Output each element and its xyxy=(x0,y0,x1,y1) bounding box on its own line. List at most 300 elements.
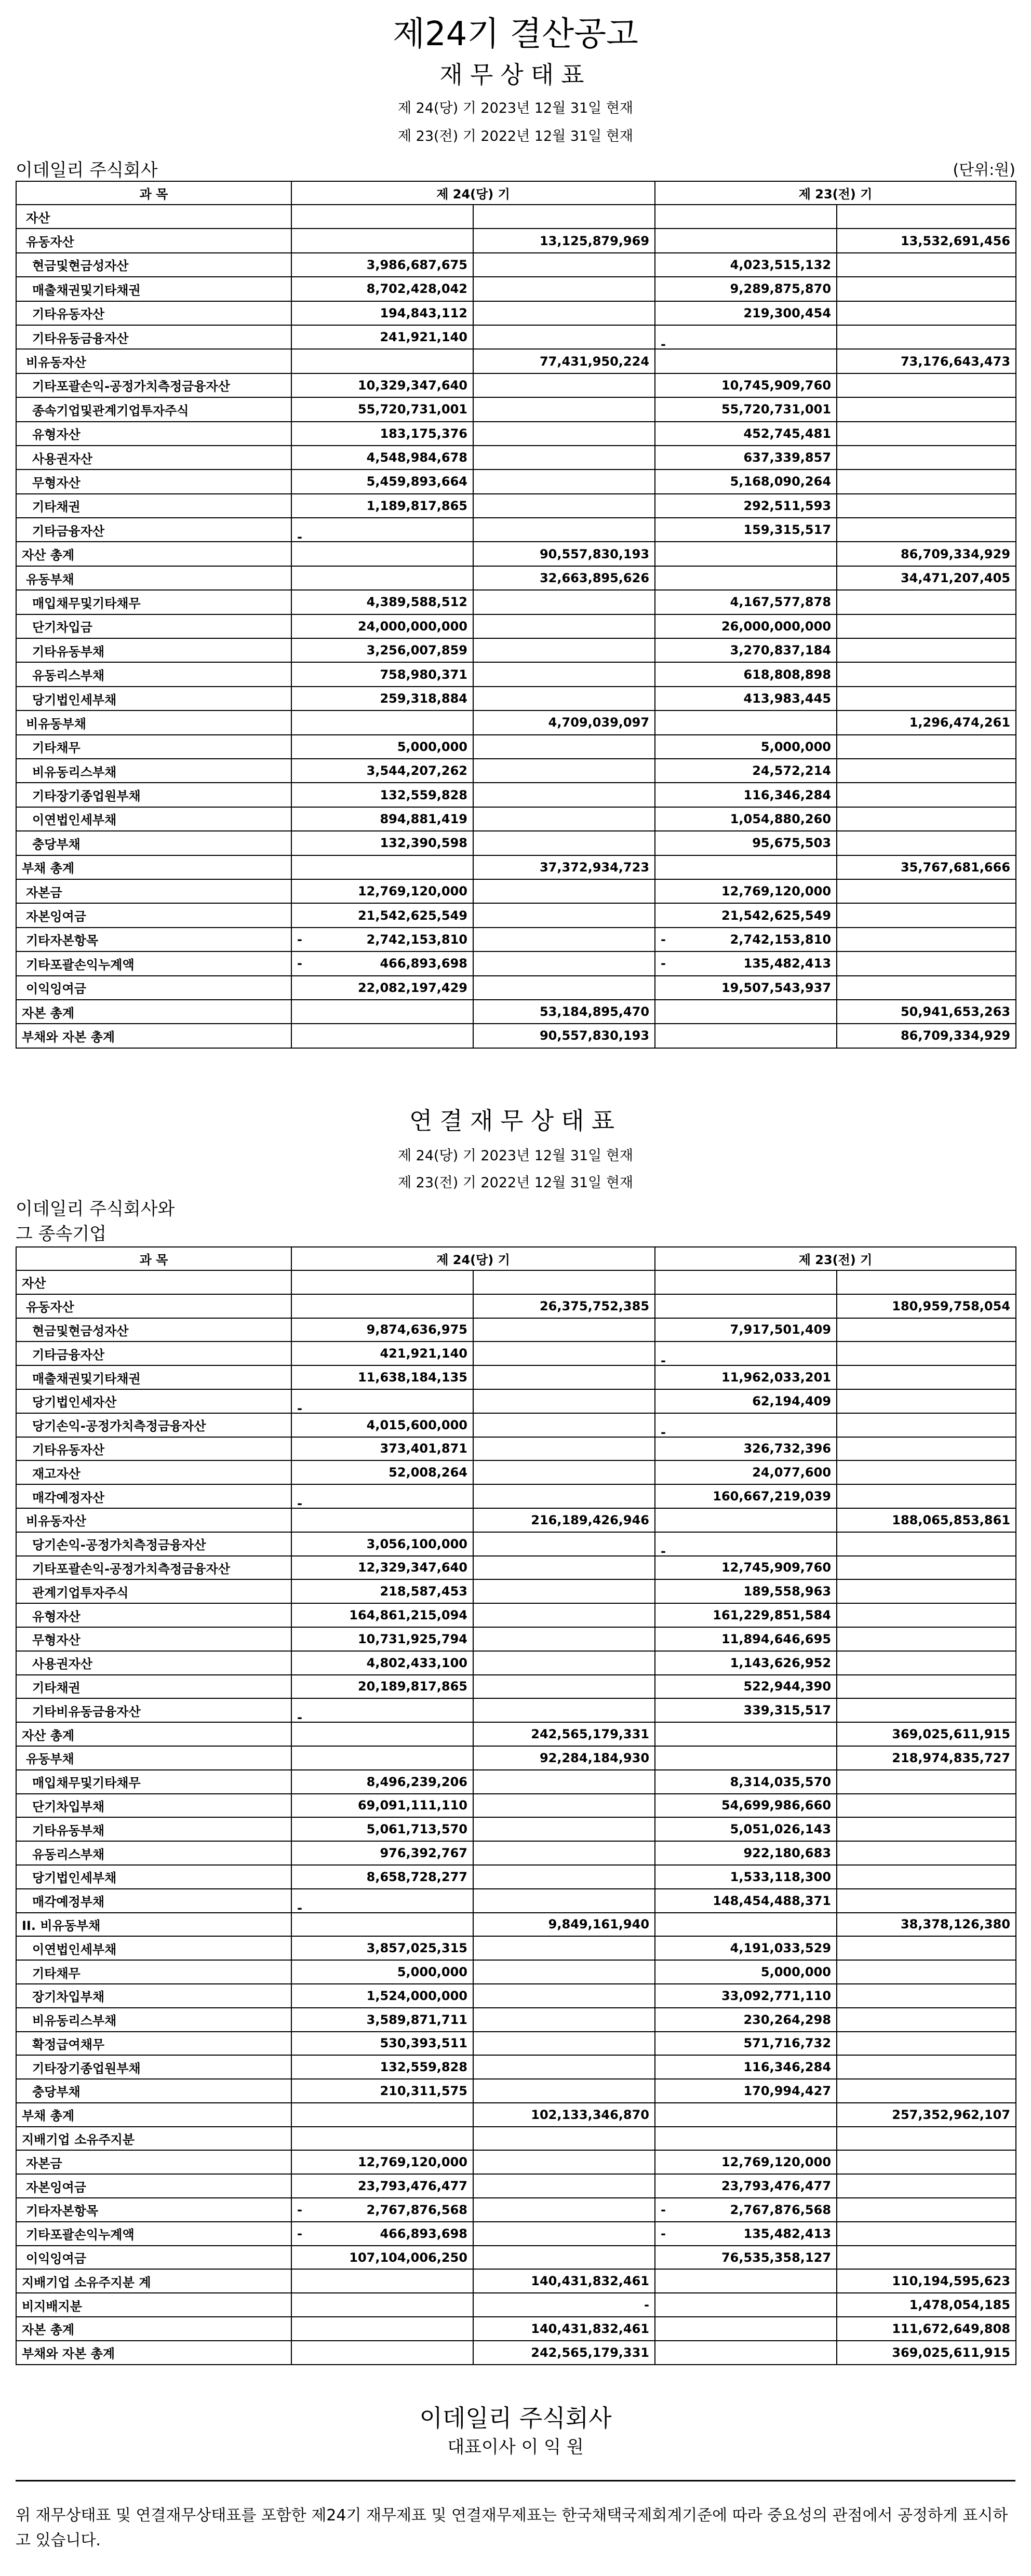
account-name-text: 자본잉여금 xyxy=(26,909,86,924)
prior-detail-amount xyxy=(655,879,837,903)
current-detail-amount xyxy=(291,2317,473,2341)
prior-detail-amount xyxy=(655,590,837,614)
account-name xyxy=(16,2174,291,2198)
current-total-amount xyxy=(473,1770,655,1794)
prior-detail-amount xyxy=(655,1024,837,1048)
table-row xyxy=(16,1000,1016,1024)
prior-total-amount xyxy=(837,397,1016,421)
prior-total-amount xyxy=(837,807,1016,831)
current-detail-amount-text: 5,061,713,570 xyxy=(366,1822,467,1837)
current-detail-amount-text: 22,082,197,429 xyxy=(357,980,467,995)
account-name xyxy=(16,2008,291,2032)
table-row xyxy=(16,1675,1016,1699)
prior-detail-amount-text: 7,917,501,409 xyxy=(730,1322,832,1337)
negative-sign: - xyxy=(297,2202,302,2217)
prior-total-amount xyxy=(837,1913,1016,1937)
prior-total-amount-text: 86,709,334,929 xyxy=(900,1028,1011,1043)
current-detail-amount xyxy=(291,1889,473,1913)
prior-detail-amount xyxy=(655,1698,837,1722)
prior-detail-amount xyxy=(655,1960,837,1984)
current-total-amount xyxy=(473,2317,655,2341)
prior-total-amount xyxy=(837,735,1016,759)
current-total-amount xyxy=(473,614,655,638)
current-detail-amount-text: 210,311,575 xyxy=(380,2083,467,2098)
account-name-text: 이익잉여금 xyxy=(26,2251,86,2266)
current-detail-amount xyxy=(291,638,473,662)
table-row xyxy=(16,422,1016,446)
account-name xyxy=(16,2222,291,2246)
prior-total-amount xyxy=(837,1413,1016,1437)
table-row xyxy=(16,2317,1016,2341)
current-total-amount xyxy=(473,831,655,855)
prior-detail-amount xyxy=(655,1865,837,1889)
table-row xyxy=(16,2103,1016,2127)
account-name xyxy=(16,1000,291,1024)
table-row xyxy=(16,2008,1016,2032)
prior-detail-amount-text: 23,793,476,477 xyxy=(721,2179,832,2194)
cbs-period-prior: 제 23(전) 기 2022년 12월 31일 현재 xyxy=(397,1175,633,1191)
current-detail-amount-text: 10,329,347,640 xyxy=(357,378,467,393)
prior-total-amount xyxy=(837,325,1016,349)
current-detail-amount-text: 52,008,264 xyxy=(389,1465,467,1480)
account-name xyxy=(16,446,291,469)
current-total-amount xyxy=(473,2174,655,2198)
current-detail-amount-text: 132,390,598 xyxy=(380,836,467,851)
prior-detail-amount-text: 10,745,909,760 xyxy=(721,378,832,393)
prior-detail-amount-text: 76,535,358,127 xyxy=(721,2250,832,2265)
table-row xyxy=(16,2269,1016,2293)
current-total-amount xyxy=(473,1389,655,1413)
account-name xyxy=(16,1984,291,2008)
prior-detail-amount-text: 1,533,118,300 xyxy=(730,1869,832,1884)
prior-total-amount xyxy=(837,1000,1016,1024)
prior-total-amount xyxy=(837,2222,1016,2246)
prior-total-amount xyxy=(837,1484,1016,1508)
current-detail-amount-text: 5,459,893,664 xyxy=(366,474,467,489)
prior-total-amount-text: 180,959,758,054 xyxy=(892,1298,1011,1313)
account-name xyxy=(16,1627,291,1651)
prior-total-amount xyxy=(837,638,1016,662)
account-name xyxy=(16,1389,291,1413)
prior-detail-amount-text: 95,675,503 xyxy=(752,836,832,851)
current-total-amount xyxy=(473,976,655,1000)
current-detail-amount-text: 8,658,728,277 xyxy=(366,1869,467,1884)
prior-detail-amount-text: 189,558,963 xyxy=(743,1584,832,1599)
current-total-amount xyxy=(473,735,655,759)
current-total-amount xyxy=(473,2198,655,2222)
account-name-text: 유동부채 xyxy=(26,572,74,587)
prior-total-amount xyxy=(837,349,1016,373)
current-total-amount-text: 9,849,161,940 xyxy=(548,1917,650,1932)
current-detail-amount-text: 373,401,871 xyxy=(380,1441,467,1456)
current-detail-amount xyxy=(291,1770,473,1794)
account-name-text: 자산 xyxy=(26,210,50,225)
prior-total-amount xyxy=(837,2341,1016,2365)
prior-detail-amount xyxy=(655,2174,837,2198)
prior-detail-amount xyxy=(655,1675,837,1699)
account-name-text: 기타장기종업원부채 xyxy=(32,789,141,804)
current-detail-amount xyxy=(291,2341,473,2365)
account-name xyxy=(16,494,291,518)
account-name xyxy=(16,2079,291,2103)
prior-total-amount xyxy=(837,1960,1016,1984)
account-name xyxy=(16,1651,291,1675)
account-name-text: 이익잉여금 xyxy=(26,982,86,997)
table-row xyxy=(16,1913,1016,1937)
prior-total-amount xyxy=(837,205,1016,229)
prior-total-amount xyxy=(837,2269,1016,2293)
account-name xyxy=(16,253,291,277)
prior-detail-amount xyxy=(655,2079,837,2103)
table-row xyxy=(16,831,1016,855)
current-total-amount xyxy=(473,229,655,252)
prior-total-amount xyxy=(837,1889,1016,1913)
prior-detail-amount xyxy=(655,518,837,542)
prior-total-amount xyxy=(837,469,1016,493)
prior-detail-amount xyxy=(655,1936,837,1960)
negative-sign: - xyxy=(297,1496,302,1508)
prior-detail-amount-text: 33,092,771,110 xyxy=(721,1988,832,2003)
prior-detail-amount-text: 5,051,026,143 xyxy=(730,1822,832,1837)
current-detail-amount xyxy=(291,1675,473,1699)
bs-period-prior: 제 23(전) 기 2022년 12월 31일 현재 xyxy=(397,128,633,144)
current-total-amount xyxy=(473,1746,655,1770)
prior-detail-amount xyxy=(655,1508,837,1532)
prior-total-amount xyxy=(837,2008,1016,2032)
current-detail-amount xyxy=(291,1603,473,1627)
prior-total-amount xyxy=(837,614,1016,638)
account-name-text: 자본금 xyxy=(26,2156,62,2171)
prior-total-amount-text: 34,471,207,405 xyxy=(900,571,1011,586)
prior-detail-amount-text: 3,270,837,184 xyxy=(730,643,832,658)
current-total-amount-text: 26,375,752,385 xyxy=(539,1298,650,1313)
prior-detail-amount xyxy=(655,1889,837,1913)
current-total-amount xyxy=(473,2341,655,2365)
current-detail-amount xyxy=(291,903,473,927)
current-total-amount xyxy=(473,590,655,614)
current-total-amount xyxy=(473,1722,655,1746)
table-row xyxy=(16,1889,1016,1913)
prior-detail-amount xyxy=(655,855,837,879)
prior-detail-amount xyxy=(655,542,837,566)
table-row xyxy=(16,1508,1016,1532)
current-total-amount xyxy=(473,1865,655,1889)
prior-detail-amount xyxy=(655,1627,837,1651)
prior-detail-amount xyxy=(655,2222,837,2246)
prior-detail-amount xyxy=(655,903,837,927)
table-row xyxy=(16,1024,1016,1048)
account-name-text: 매입채무및기타채무 xyxy=(32,596,141,611)
current-total-amount xyxy=(473,807,655,831)
prior-total-amount xyxy=(837,710,1016,734)
prior-detail-amount-text: 5,168,090,264 xyxy=(730,474,832,489)
prior-total-amount xyxy=(837,2127,1016,2151)
current-detail-amount xyxy=(291,494,473,518)
account-name xyxy=(16,807,291,831)
negative-sign: - xyxy=(297,2226,302,2241)
account-name-text: 기타장기종업원부채 xyxy=(32,2061,141,2076)
account-name xyxy=(16,903,291,927)
account-name xyxy=(16,1270,291,1294)
account-name xyxy=(16,1413,291,1437)
prior-detail-amount xyxy=(655,2127,837,2151)
account-name-text: 기타채무 xyxy=(32,741,81,756)
current-detail-amount xyxy=(291,2150,473,2174)
table-row xyxy=(16,1627,1016,1651)
table-row xyxy=(16,229,1016,252)
current-detail-amount xyxy=(291,1722,473,1746)
cbs-subtitle: 연결재무상태표 xyxy=(409,1107,622,1135)
current-detail-amount-text: 11,638,184,135 xyxy=(357,1370,467,1385)
prior-total-amount xyxy=(837,422,1016,446)
prior-detail-amount xyxy=(655,325,837,349)
account-name xyxy=(16,1460,291,1484)
table-row xyxy=(16,1318,1016,1342)
current-detail-amount xyxy=(291,614,473,638)
account-name-text: 당기법인세자산 xyxy=(32,1395,117,1410)
current-detail-amount xyxy=(291,855,473,879)
account-name xyxy=(16,951,291,975)
account-name xyxy=(16,566,291,590)
prior-detail-amount xyxy=(655,1318,837,1342)
current-detail-amount xyxy=(291,2174,473,2198)
table-row xyxy=(16,710,1016,734)
account-name xyxy=(16,2341,291,2365)
current-total-amount xyxy=(473,1437,655,1461)
prior-total-amount xyxy=(837,1770,1016,1794)
prior-total-amount-text: 218,974,835,727 xyxy=(892,1750,1011,1765)
table-row xyxy=(16,855,1016,879)
current-detail-amount xyxy=(291,1000,473,1024)
account-name xyxy=(16,2127,291,2151)
table-row xyxy=(16,1556,1016,1580)
account-name-text: II. 비유동부채 xyxy=(22,1918,101,1933)
prior-total-amount xyxy=(837,1460,1016,1484)
account-name-text: 부채 총계 xyxy=(22,2109,75,2124)
current-detail-amount-text: 3,589,871,711 xyxy=(366,2012,467,2027)
prior-detail-amount xyxy=(655,2150,837,2174)
negative-sign: - xyxy=(297,932,302,947)
account-name xyxy=(16,1698,291,1722)
current-detail-amount-text: 259,318,884 xyxy=(380,691,467,706)
account-name-text: 유형자산 xyxy=(32,427,81,442)
current-detail-amount xyxy=(291,373,473,397)
current-total-amount xyxy=(473,253,655,277)
prior-detail-amount-text: 326,732,396 xyxy=(743,1441,832,1456)
bs-company: 이데일리 주식회사 xyxy=(16,160,158,181)
account-name-text: 기타금융자산 xyxy=(32,524,105,539)
current-total-amount xyxy=(473,1318,655,1342)
prior-total-amount-text: 38,378,126,380 xyxy=(900,1917,1011,1932)
current-detail-amount-text: 4,015,600,000 xyxy=(366,1417,467,1432)
account-name-text: 자본 총계 xyxy=(22,1005,75,1021)
current-total-amount xyxy=(473,1627,655,1651)
prior-total-amount xyxy=(837,373,1016,397)
prior-detail-amount xyxy=(655,2293,837,2317)
current-detail-amount xyxy=(291,1532,473,1556)
table-row xyxy=(16,566,1016,590)
account-name-text: 이연법인세부채 xyxy=(32,1942,117,1957)
current-total-amount xyxy=(473,1889,655,1913)
prior-detail-amount xyxy=(655,1913,837,1937)
current-detail-amount xyxy=(291,1794,473,1818)
current-detail-amount-text: 183,175,376 xyxy=(380,426,467,441)
prior-total-amount xyxy=(837,1365,1016,1389)
prior-detail-amount-text: 160,667,219,039 xyxy=(713,1489,832,1504)
account-name-text: 자본잉여금 xyxy=(26,2180,86,2195)
prior-total-amount xyxy=(837,518,1016,542)
current-detail-amount xyxy=(291,469,473,493)
prior-total-amount xyxy=(837,566,1016,590)
account-name xyxy=(16,1936,291,1960)
current-total-amount xyxy=(473,1817,655,1841)
prior-detail-amount-text: 135,482,413 xyxy=(743,956,832,971)
table-row xyxy=(16,1865,1016,1889)
prior-detail-amount xyxy=(655,1746,837,1770)
account-name-text: 유형자산 xyxy=(32,1609,81,1624)
table-row xyxy=(16,494,1016,518)
current-detail-amount-text: 758,980,371 xyxy=(380,667,467,682)
prior-total-amount xyxy=(837,879,1016,903)
prior-detail-amount xyxy=(655,1389,837,1413)
bs-period-current: 제 24(당) 기 2023년 12월 31일 현재 xyxy=(397,100,633,116)
prior-total-amount xyxy=(837,976,1016,1000)
prior-detail-amount xyxy=(655,710,837,734)
account-name xyxy=(16,2317,291,2341)
account-name xyxy=(16,1508,291,1532)
current-detail-amount xyxy=(291,1270,473,1294)
table-row xyxy=(16,1532,1016,1556)
prior-total-amount xyxy=(837,1603,1016,1627)
account-name xyxy=(16,397,291,421)
prior-total-amount xyxy=(837,1675,1016,1699)
table-row xyxy=(16,1936,1016,1960)
current-total-amount-text: 140,431,832,461 xyxy=(531,2274,650,2289)
current-total-amount xyxy=(473,1579,655,1603)
current-detail-amount xyxy=(291,710,473,734)
account-name xyxy=(16,349,291,373)
prior-detail-amount xyxy=(655,494,837,518)
prior-detail-amount-text: 5,000,000 xyxy=(760,739,832,754)
table-row xyxy=(16,1270,1016,1294)
current-total-amount-text: 242,565,179,331 xyxy=(531,2345,650,2360)
prior-total-amount xyxy=(837,2103,1016,2127)
footer-note: 위 재무상태표 및 연결재무상태표를 포함한 제24기 재무제표 및 연결재무제표는 한국채택국제회계기준에 따라 중요성의 관점에서 공정하게 표시하고 있습니다. xyxy=(16,2506,1008,2550)
current-total-amount xyxy=(473,397,655,421)
current-total-amount xyxy=(473,325,655,349)
current-detail-amount-text: 8,702,428,042 xyxy=(366,281,467,297)
current-detail-amount xyxy=(291,831,473,855)
current-detail-amount xyxy=(291,1865,473,1889)
account-name xyxy=(16,2269,291,2293)
current-detail-amount xyxy=(291,735,473,759)
account-name-text: 단기차입금 xyxy=(32,620,92,635)
account-name xyxy=(16,1556,291,1580)
prior-detail-amount xyxy=(655,1770,837,1794)
prior-detail-amount-text: 4,191,033,529 xyxy=(730,1941,832,1956)
table-row xyxy=(16,1984,1016,2008)
account-name xyxy=(16,2103,291,2127)
prior-total-amount xyxy=(837,494,1016,518)
account-name-text: 기타포괄손익-공정가치측정금융자산 xyxy=(32,1561,230,1576)
current-total-amount xyxy=(473,2127,655,2151)
account-name-text: 충당부채 xyxy=(32,2085,81,2100)
table-row xyxy=(16,2174,1016,2198)
prior-total-amount xyxy=(837,1437,1016,1461)
current-detail-amount xyxy=(291,2103,473,2127)
current-detail-amount xyxy=(291,687,473,710)
current-detail-amount xyxy=(291,2032,473,2056)
current-total-amount xyxy=(473,951,655,975)
table-row xyxy=(16,1746,1016,1770)
prior-total-amount-text: 369,025,611,915 xyxy=(892,1727,1011,1742)
current-detail-amount-text: 466,893,698 xyxy=(380,2226,467,2241)
prior-total-amount xyxy=(837,1984,1016,2008)
account-name-text: 무형자산 xyxy=(32,475,81,490)
prior-total-amount xyxy=(837,903,1016,927)
table-row xyxy=(16,614,1016,638)
account-name-text: 확정급여채무 xyxy=(32,2037,105,2052)
prior-detail-amount-text: 11,894,646,695 xyxy=(721,1631,832,1646)
current-detail-amount-text: 530,393,511 xyxy=(380,2036,467,2051)
current-total-amount xyxy=(473,2222,655,2246)
current-detail-amount-text: 3,056,100,000 xyxy=(366,1536,467,1551)
table-row xyxy=(16,976,1016,1000)
header-current: 제 24(당) 기 xyxy=(291,181,655,205)
prior-detail-amount xyxy=(655,1000,837,1024)
prior-total-amount xyxy=(837,1841,1016,1865)
account-name-text: 부채 총계 xyxy=(22,861,75,876)
table-row xyxy=(16,2341,1016,2365)
prior-total-amount xyxy=(837,1389,1016,1413)
prior-total-amount xyxy=(837,1651,1016,1675)
current-detail-amount xyxy=(291,1460,473,1484)
prior-detail-amount xyxy=(655,638,837,662)
table-row xyxy=(16,1294,1016,1318)
table-row xyxy=(16,2222,1016,2246)
table-row xyxy=(16,1365,1016,1389)
current-total-amount-text: 90,557,830,193 xyxy=(539,1028,650,1043)
current-detail-amount-text: 24,000,000,000 xyxy=(357,619,467,634)
current-detail-amount-text: 12,769,120,000 xyxy=(357,884,467,899)
cbs-company-line1: 이데일리 주식회사와 xyxy=(16,1199,175,1219)
prior-total-amount xyxy=(837,2317,1016,2341)
prior-total-amount xyxy=(837,1024,1016,1048)
current-total-amount xyxy=(473,1024,655,1048)
table-row xyxy=(16,759,1016,783)
current-detail-amount xyxy=(291,1294,473,1318)
prior-detail-amount xyxy=(655,1817,837,1841)
current-total-amount xyxy=(473,542,655,566)
prior-detail-amount-text: 452,745,481 xyxy=(743,426,832,441)
current-total-amount xyxy=(473,1675,655,1699)
current-total-amount-text: 92,284,184,930 xyxy=(539,1750,650,1765)
table-row xyxy=(16,807,1016,831)
prior-total-amount xyxy=(837,831,1016,855)
account-name xyxy=(16,518,291,542)
account-name xyxy=(16,1341,291,1365)
table-row xyxy=(16,2032,1016,2056)
account-name-text: 비유동리스부채 xyxy=(32,2014,117,2029)
account-name xyxy=(16,1841,291,1865)
prior-total-amount xyxy=(837,1532,1016,1556)
current-total-amount xyxy=(473,1341,655,1365)
current-total-amount xyxy=(473,1841,655,1865)
prior-total-amount-text: 1,478,054,185 xyxy=(909,2298,1011,2313)
account-name-text: 비지배지분 xyxy=(22,2299,82,2314)
table-row xyxy=(16,469,1016,493)
current-total-amount xyxy=(473,1365,655,1389)
